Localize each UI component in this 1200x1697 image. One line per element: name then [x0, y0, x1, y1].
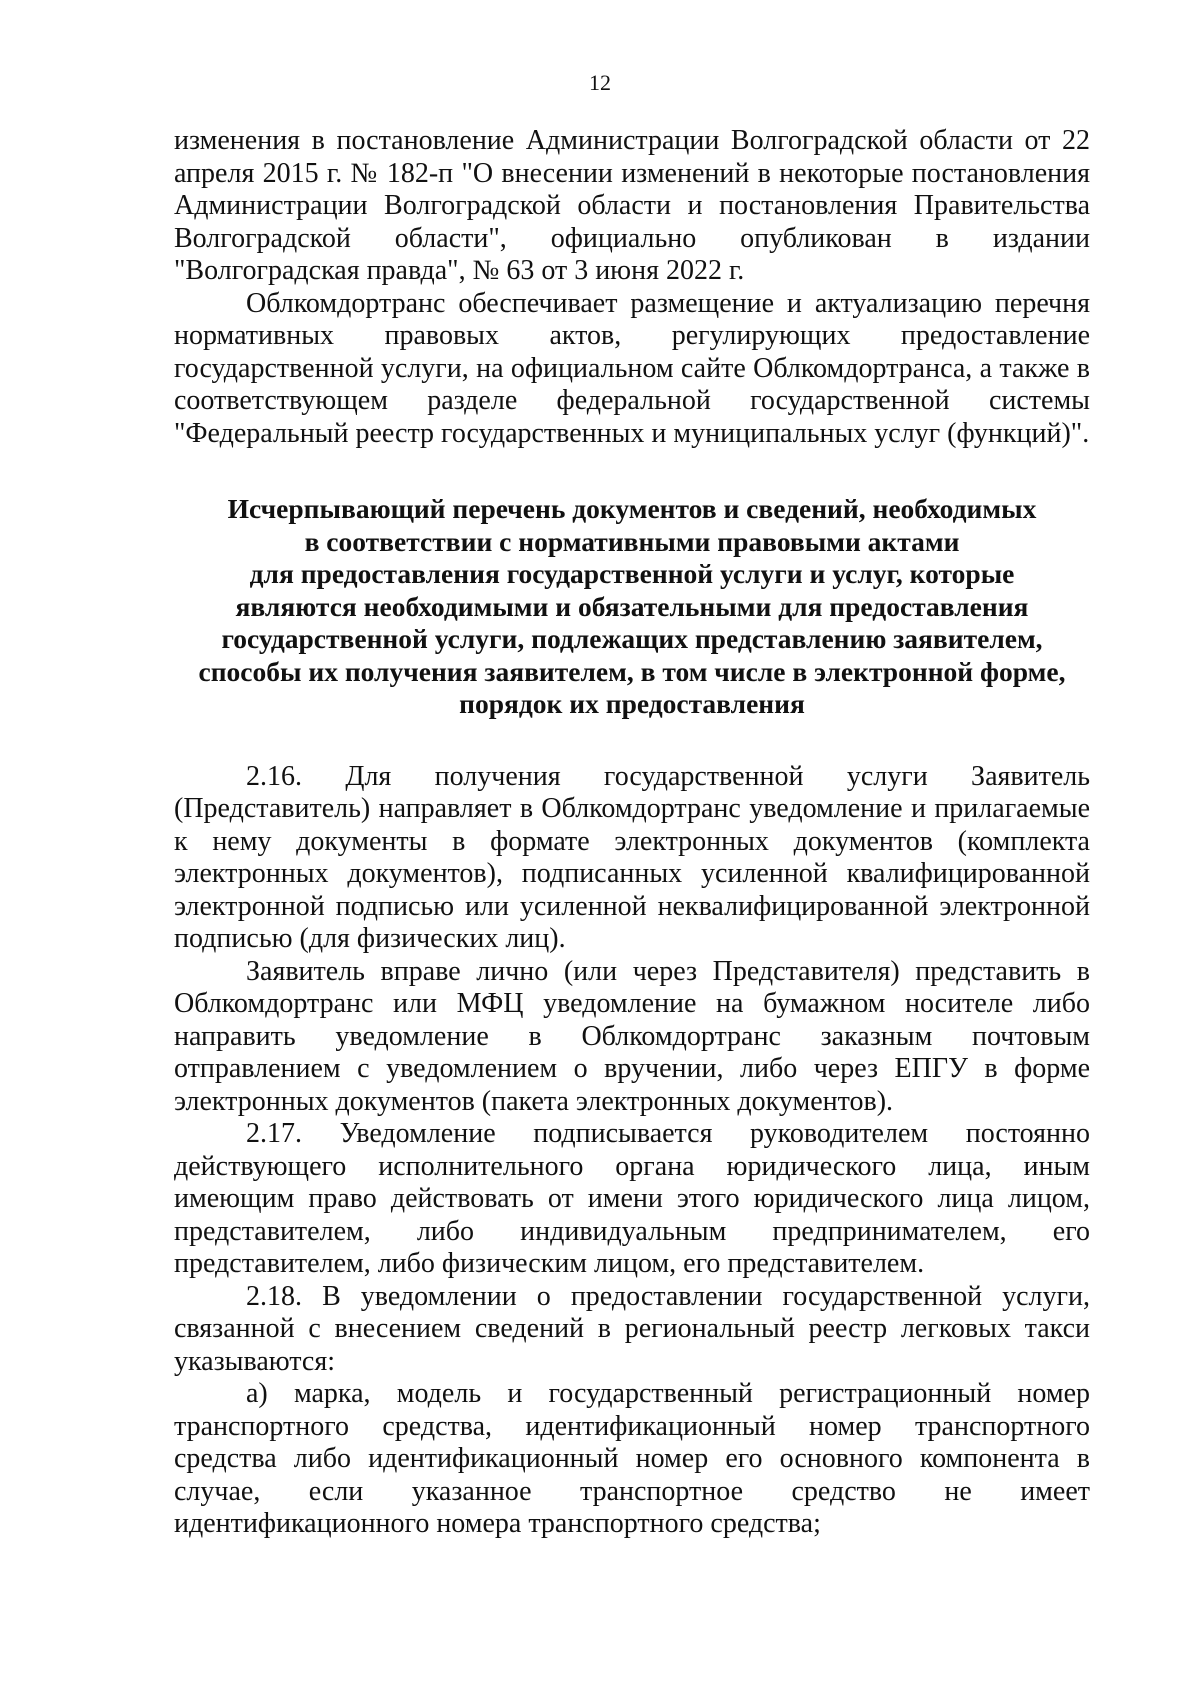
section-heading-line: являются необходимыми и обязательными для предоставления [235, 590, 1029, 622]
paragraph-applicant-rights: Заявитель вправе лично (или через Представителя) представить в Облкомдортранс или МФЦ уведомление на бумажном носителе либо направить уведомление в Облкомдортранс заказным почтовым отправлением с уведомлением о вручении, либо через ЕПГУ в форме электронных документов (пакета электронных документов). [174, 955, 1090, 1117]
paragraph-2-17: 2.17. Уведомление подписывается руководителем постоянно действующего исполнительного органа юридического лица, иным имеющим право действовать от имени этого юридического лица лицом, представителем, либо индивидуальным предпринимателем, его представителем, либо физическим лицом, его представителем. [174, 1118, 1090, 1279]
paragraph-2-18: 2.18. В уведомлении о предоставлении государственной услуги, связанной с внесением сведений в региональный реестр легковых такси указываются: [174, 1280, 1090, 1377]
paragraph-2-18-a: а) марка, модель и государственный регистрационный номер транспортного средства, идентификационный номер транспортного средства либо идентификационный номер его основного компонента в случае, если указанное транспортное средство не имеет идентификационного номера транспортного средства; [174, 1378, 1090, 1539]
section-heading-line: способы их получения заявителем, в том числе в электронной форме, [198, 655, 1066, 687]
paragraph-continuation: изменения в постановление Администрации Волгоградской области от 22 апреля 2015 г. № 182-п "О внесении изменений в некоторые постановления Администрации Волгоградской области и постановления Правительства Волгоградской области", официально опубликован в издании "Волгоградская правда", № 63 от 3 июня 2022 г. [174, 125, 1090, 286]
section-heading-line: в соответствии с нормативными правовыми актами [304, 525, 960, 557]
section-heading [174, 493, 1090, 721]
section-heading-line: для предоставления государственной услуги и услуг, которые [249, 558, 1015, 589]
section-heading-line: Исчерпывающий перечень документов и сведений, необходимых [227, 493, 1037, 524]
section-heading-line: государственной услуги, подлежащих представлению заявителем, [221, 623, 1043, 654]
paragraph-legal-acts-list: Облкомдортранс обеспечивает размещение и актуализацию перечня нормативных правовых актов, регулирующих предоставление государственной услуги, на официальном сайте Облкомдортранса, а также в соответствующем разделе федеральной государственной системы "Федеральный реестр государственных и муниципальных услуг (функций)". [174, 287, 1090, 449]
document-body [174, 125, 1090, 1541]
page-number: 12 [589, 70, 611, 95]
section-heading-line: порядок их предоставления [459, 688, 805, 719]
paragraph-2-16: 2.16. Для получения государственной услуги Заявитель (Представитель) направляет в Облкомдортранс уведомление и прилагаемые к нему документы в формате электронных документов (комплекта электронных документов), подписанных усиленной квалифицированной электронной подписью или усиленной неквалифицированной электронной подписью (для физических лиц). [174, 760, 1090, 954]
